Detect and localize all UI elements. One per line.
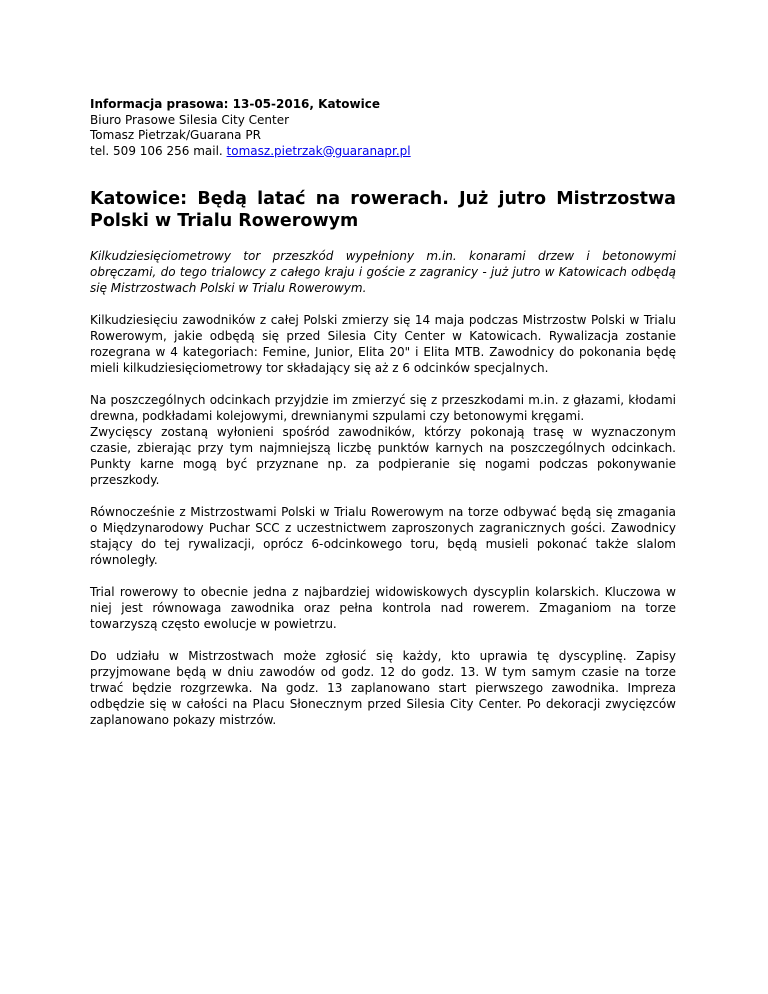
paragraph-1: Kilkudziesięciu zawodników z całej Polski zmierzy się 14 maja podczas Mistrzostw Polski w Trialu Rowerowym, jakie odbędą się przed Silesia City Center w Katowicach. Rywalizacja zostanie rozegrana w 4 kategoriach: Femine, Junior, Elita 20" i Elita MTB. Zawodnicy do pokonania będę mieli kilkudziesięciometrowy tor składający się aż z 6 odcinków specjalnych. xyxy=(90,313,676,375)
paragraph-4: Trial rowerowy to obecnie jedna z najbardziej widowiskowych dyscyplin kolarskich. Kluczowa w niej jest równowaga zawodnika oraz pełna kontrola nad rowerem. Zmaganiom na torze towarzyszą często ewolucje w powietrzu. xyxy=(90,585,676,631)
press-office: Biuro Prasowe Silesia City Center xyxy=(90,112,290,127)
phone-text: tel. 509 106 256 mail. xyxy=(90,143,227,158)
paragraph-5: Do udziału w Mistrzostwach może zgłosić się każdy, kto uprawia tę dyscyplinę. Zapisy przyjmowane będą w dniu zawodów od godz. 12 do godz. 13. W tym samym czasie na torze trwać będzie rozgrzewka. Na godz. 13 zaplanowano start pierwszego zawodnika. Impreza odbędzie się w całości na Placu Słonecznym przed Silesia City Center. Po dekoracji zwycięzców zaplanowano pokazy mistrzów. xyxy=(90,649,676,727)
contact-person: Tomasz Pietrzak/Guarana PR xyxy=(90,128,261,142)
press-header xyxy=(90,97,676,159)
headline: Katowice: Będą latać na rowerach. Już jutro Mistrzostwa Polski w Trialu Rowerowym xyxy=(90,189,676,231)
email-link[interactable]: tomasz.pietrzak@guaranapr.pl xyxy=(226,143,411,158)
paragraph-2-part-2: Zwycięscy zostaną wyłonieni spośród zawodników, którzy pokonają trasę w wyznaczonym czasie, zbierając przy tym najmniejszą liczbę punktów karnych na poszczególnych odcinkach. Punkty karne mogą być przyznane np. za podpieranie się nogami podczas pokonywanie przeszkody. xyxy=(90,425,676,487)
lead-paragraph: Kilkudziesięciometrowy tor przeszkód wypełniony m.in. konarami drzew i betonowymi obręczami, do tego trialowcy z całego kraju i goście z zagranicy - już jutro w Katowicach odbędą się Mistrzostwach Polski w Trialu Rowerowym. xyxy=(90,249,676,295)
paragraph-2-part-1: Na poszczególnych odcinkach przyjdzie im zmierzyć się z przeszkodami m.in. z głazami, kłodami drewna, podkładami kolejowymi, drewnianymi szpulami czy betonowymi kręgami. xyxy=(90,393,676,423)
contact-line xyxy=(90,144,676,160)
press-release xyxy=(90,97,676,728)
paragraph-2 xyxy=(90,392,676,488)
release-line: Informacja prasowa: 13-05-2016, Katowice xyxy=(90,97,380,111)
paragraph-3: Równocześnie z Mistrzostwami Polski w Trialu Rowerowym na torze odbywać będą się zmagania o Międzynarodowy Puchar SCC z uczestnictwem zaproszonych zagranicznych gości. Zawodnicy stający do tej rywalizacji, oprócz 6-odcinkowego toru, będą musieli pokonać także slalom równoległy. xyxy=(90,505,676,567)
